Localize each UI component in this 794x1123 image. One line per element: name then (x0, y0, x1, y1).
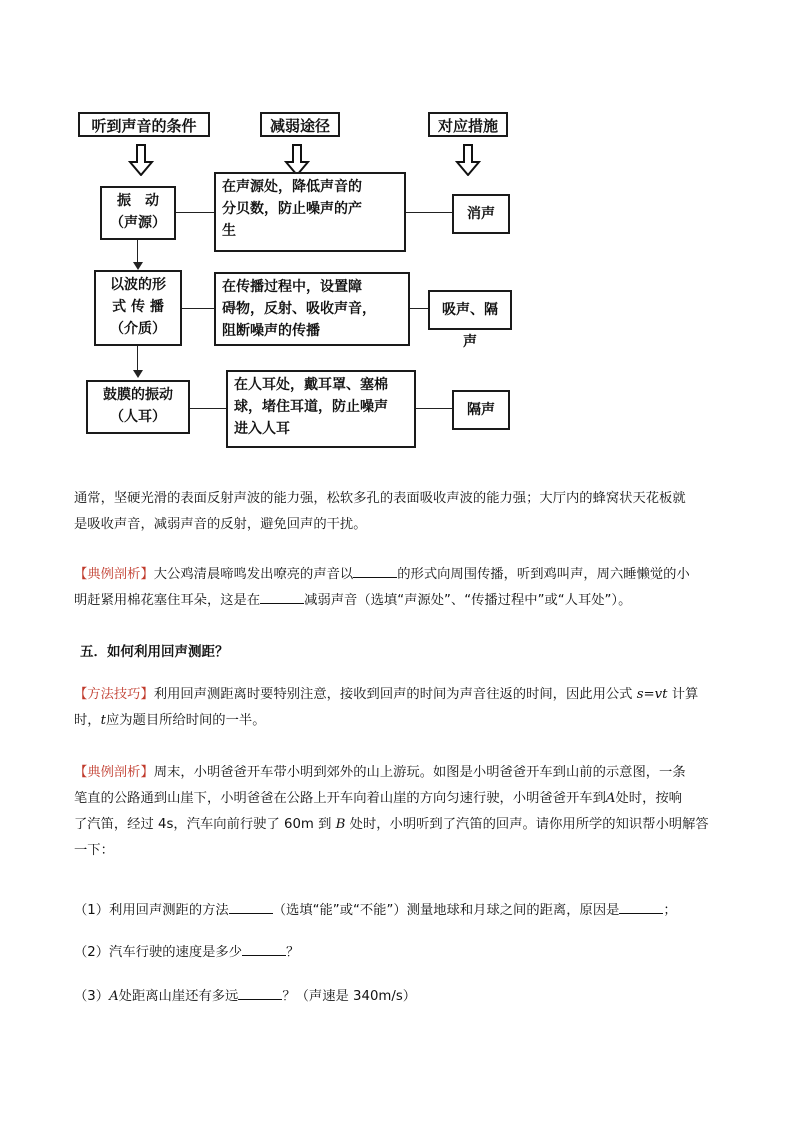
text-line: 一下： (74, 843, 114, 858)
connector-line (190, 408, 226, 409)
arrow-head-icon (133, 262, 143, 270)
text-span: （选填“能”或“不能”）测量地球和月球之间的距离，原因是 (272, 903, 620, 918)
text-span: （2）汽车行驶的速度是多少 (74, 945, 243, 960)
down-arrow-icon (128, 144, 154, 176)
example-1 (74, 562, 734, 614)
text-span: 计算 (671, 687, 699, 702)
text-span: 的形式向周围传播，听到鸡叫声，周六睡懒觉的小 (397, 567, 690, 582)
paragraph-reflection (74, 486, 734, 538)
text-span: 减弱声音（选填“声源处”、“传播过程中”或“人耳处”）。 (304, 593, 632, 608)
text-line: 通常，坚硬光滑的表面反射声波的能力强，松软多孔的表面吸收声波的能力强；大厅内的蜂窝状天花板就 (74, 491, 686, 506)
variable: A (109, 989, 119, 1004)
text-span: 应为题目所给时间的一半。 (105, 713, 266, 728)
connector-line (176, 212, 214, 213)
text-span: 处距离山崖还有多远 (118, 989, 239, 1004)
connector-line (182, 308, 214, 309)
text-span: ； (663, 903, 677, 918)
header-conditions: 听到声音的条件 (78, 112, 210, 137)
measure-absorb: 吸声、隔声 (428, 290, 512, 330)
condition-eardrum: 鼓膜的振动 （人耳） (86, 380, 190, 434)
condition-wave: 以波的形 式 传 播 （介质） (94, 270, 182, 346)
text-span: （3） (74, 989, 110, 1004)
way-ear: 在人耳处，戴耳罩、塞棉 球，堵住耳道，防止噪声 进入人耳 (226, 370, 416, 448)
variable: A (605, 791, 616, 806)
text-span: 明赶紧用棉花塞住耳朵，这是在 (74, 593, 261, 608)
text-span: ？ (286, 945, 300, 960)
answer-blank[interactable] (238, 987, 282, 1000)
text-span: 处时，小明听到了汽笛的回声。请你用所学的知识帮小明解答 (349, 817, 709, 832)
text-span: 处时，按响 (615, 791, 682, 806)
way-source: 在声源处，降低声音的 分贝数，防止噪声的产 生 (214, 172, 406, 252)
example-2 (74, 760, 734, 864)
answer-blank[interactable] (260, 591, 304, 604)
flow-line (137, 240, 138, 262)
variable: t (100, 713, 106, 728)
text-line: 是吸收声音，减弱声音的反射，避免回声的干扰。 (74, 517, 367, 532)
answer-blank[interactable] (353, 565, 397, 578)
tip-tag: 【方法技巧】 (74, 687, 154, 702)
answer-blank[interactable] (242, 943, 286, 956)
measure-silence: 消声 (452, 194, 510, 234)
question-1 (74, 898, 734, 924)
connector-line (406, 212, 452, 213)
header-ways: 减弱途径 (260, 112, 340, 137)
arrow-head-icon (133, 370, 143, 378)
way-propagation: 在传播过程中，设置障 碍物，反射、吸收声音， 阻断噪声的传播 (214, 272, 410, 346)
text-span: 了汽笛，经过 4s，汽车向前行驶了 60m 到 (74, 817, 332, 832)
condition-vibration: 振 动 （声源） (100, 186, 176, 240)
text-span: ？（声速是 340m/s） (282, 989, 417, 1004)
example-tag: 【典例剖析】 (74, 765, 154, 780)
flow-line (137, 346, 138, 370)
question-3 (74, 984, 734, 1010)
connector-line (416, 408, 452, 409)
answer-blank[interactable] (619, 901, 663, 914)
header-measures: 对应措施 (428, 112, 508, 137)
variable: B (335, 817, 346, 832)
down-arrow-icon (455, 144, 481, 176)
section-heading: 五．如何利用回声测距？ (80, 644, 229, 660)
connector-line (410, 308, 428, 309)
method-tip (74, 682, 734, 734)
measure-isolate: 隔声 (452, 390, 510, 430)
answer-blank[interactable] (229, 901, 273, 914)
formula: s=vt (636, 687, 668, 702)
text-span: 周末，小明爸爸开车带小明到郊外的山上游玩。如图是小明爸爸开车到山前的示意图，一条 (153, 765, 686, 780)
question-2 (74, 940, 734, 966)
example-tag: 【典例剖析】 (74, 567, 154, 582)
text-span: （1）利用回声测距的方法 (74, 903, 229, 918)
text-span: 利用回声测距离时要特别注意，接收到回声的时间为声音往返的时间，因此用公式 (153, 687, 633, 702)
text-span: 时， (74, 713, 101, 728)
text-span: 笔直的公路通到山崖下，小明爸爸在公路上开车向着山崖的方向匀速行驶，小明爸爸开车到 (74, 791, 606, 806)
text-span: 大公鸡清晨啼鸣发出嘹亮的声音以 (153, 567, 354, 582)
